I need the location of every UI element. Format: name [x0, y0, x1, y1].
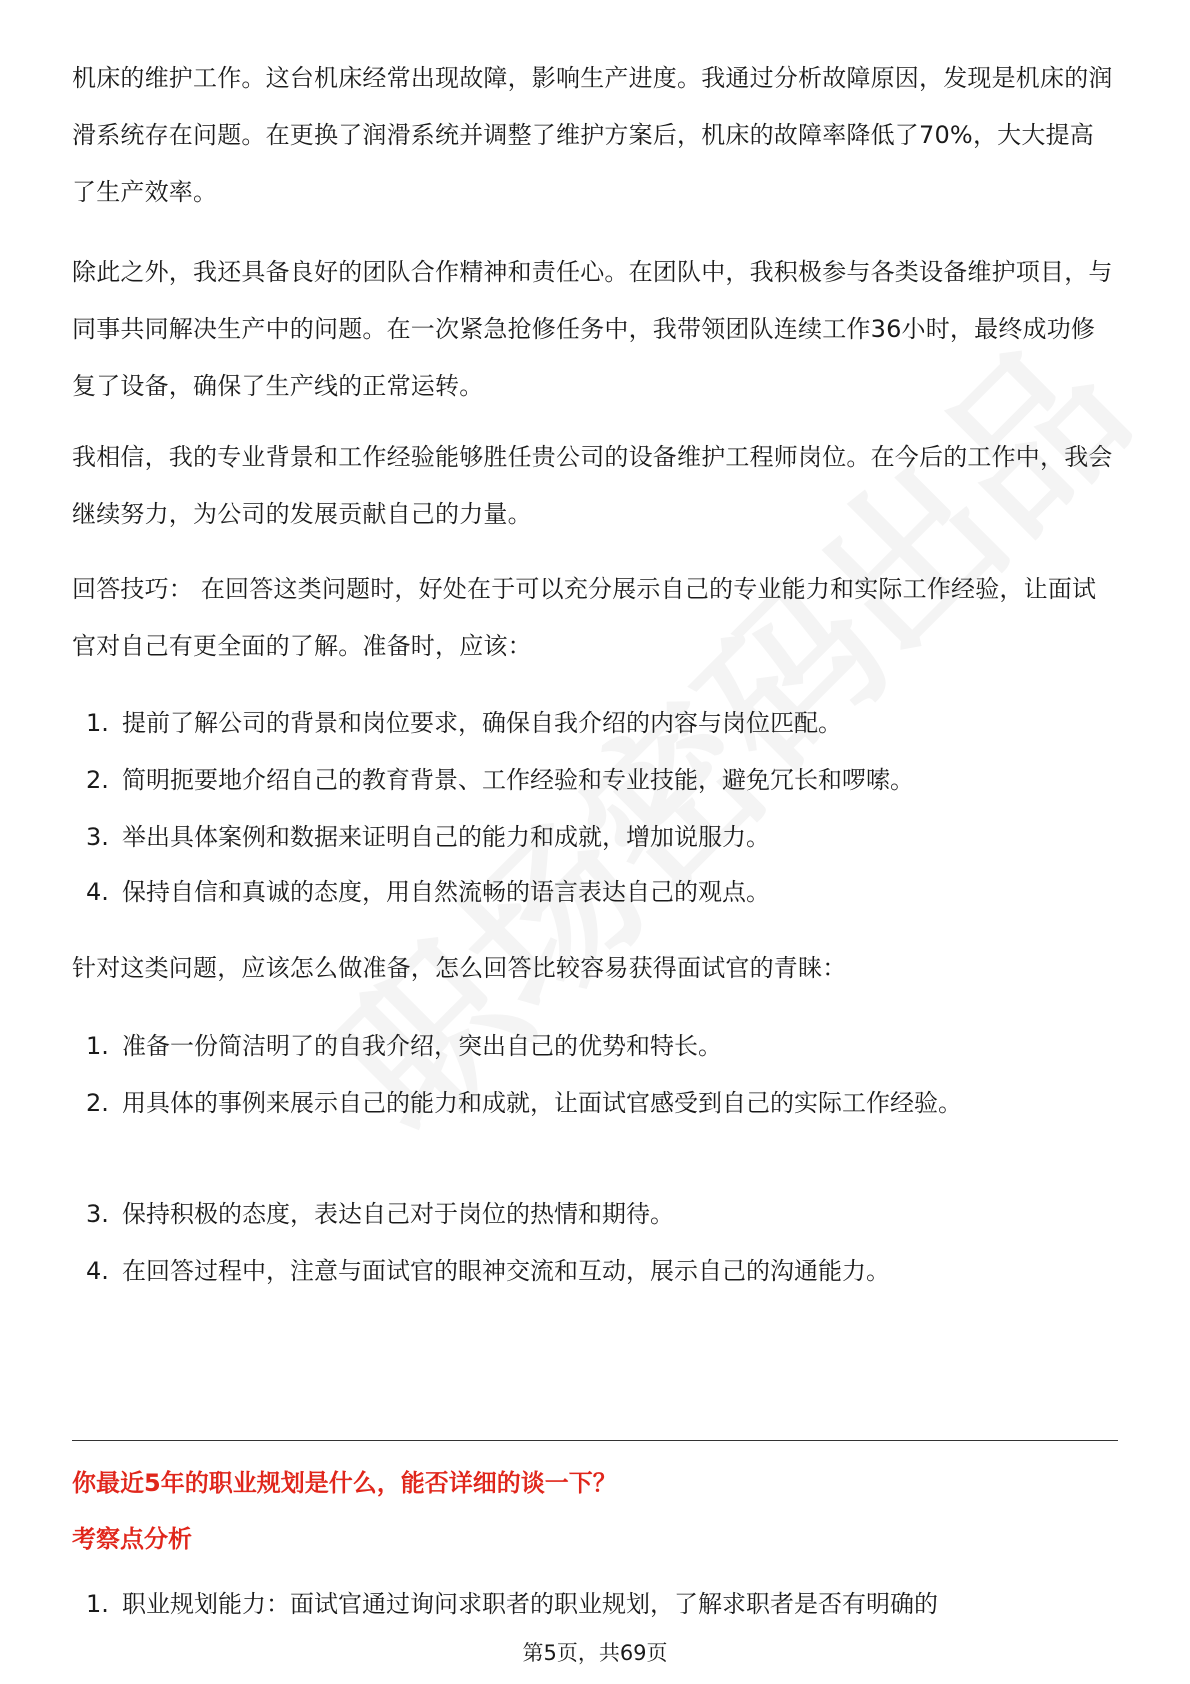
document-page: [72, 0, 1118, 1684]
list-item: 1. 提前了解公司的背景和岗位要求，确保自我介绍的内容与岗位匹配。: [86, 709, 842, 737]
analysis-title: 考察点分析: [72, 1525, 192, 1553]
paragraph-machine-maintenance: 机床的维护工作。这台机床经常出现故障，影响生产进度。我通过分析故障原因，发现是机床的润滑系统存在问题。在更换了润滑系统并调整了维护方案后，机床的故障率降低了70%，大大提高了生产效率。: [72, 64, 1113, 206]
paragraph-teamwork: 除此之外，我还具备良好的团队合作精神和责任心。在团队中，我积极参与各类设备维护项目，与同事共同解决生产中的问题。在一次紧急抢修任务中，我带领团队连续工作36小时，最终成功修复了设备，确保了生产线的正常运转。: [72, 258, 1113, 400]
page-footer: 第5页，共69页: [522, 1641, 668, 1665]
list-item: 2. 简明扼要地介绍自己的教育背景、工作经验和专业技能，避免冗长和啰嗦。: [86, 766, 914, 794]
list-item: 3. 保持积极的态度，表达自己对于岗位的热情和期待。: [86, 1200, 674, 1228]
list-item: 4. 保持自信和真诚的态度，用自然流畅的语言表达自己的观点。: [86, 878, 770, 906]
paragraph-answer-tips: 回答技巧： 在回答这类问题时，好处在于可以充分展示自己的专业能力和实际工作经验，让面试官对自己有更全面的了解。准备时，应该：: [72, 575, 1097, 660]
list-item: 1. 职业规划能力：面试官通过询问求职者的职业规划，了解求职者是否有明确的: [86, 1590, 938, 1618]
paragraph-conclusion: 我相信，我的专业背景和工作经验能够胜任贵公司的设备维护工程师岗位。在今后的工作中，我会继续努力，为公司的发展贡献自己的力量。: [72, 443, 1113, 528]
list-item: 2. 用具体的事例来展示自己的能力和成就，让面试官感受到自己的实际工作经验。: [86, 1089, 962, 1117]
list-item: 4. 在回答过程中，注意与面试官的眼神交流和互动，展示自己的沟通能力。: [86, 1257, 890, 1285]
section-divider: [72, 1440, 1118, 1441]
paragraph-prep-intro: 针对这类问题，应该怎么做准备，怎么回答比较容易获得面试官的青睐：: [72, 954, 847, 982]
list-item: 1. 准备一份简洁明了的自我介绍，突出自己的优势和特长。: [86, 1032, 722, 1060]
question-title: 你最近5年的职业规划是什么，能否详细的谈一下？: [72, 1469, 617, 1497]
list-item: 3. 举出具体案例和数据来证明自己的能力和成就，增加说服力。: [86, 823, 770, 851]
